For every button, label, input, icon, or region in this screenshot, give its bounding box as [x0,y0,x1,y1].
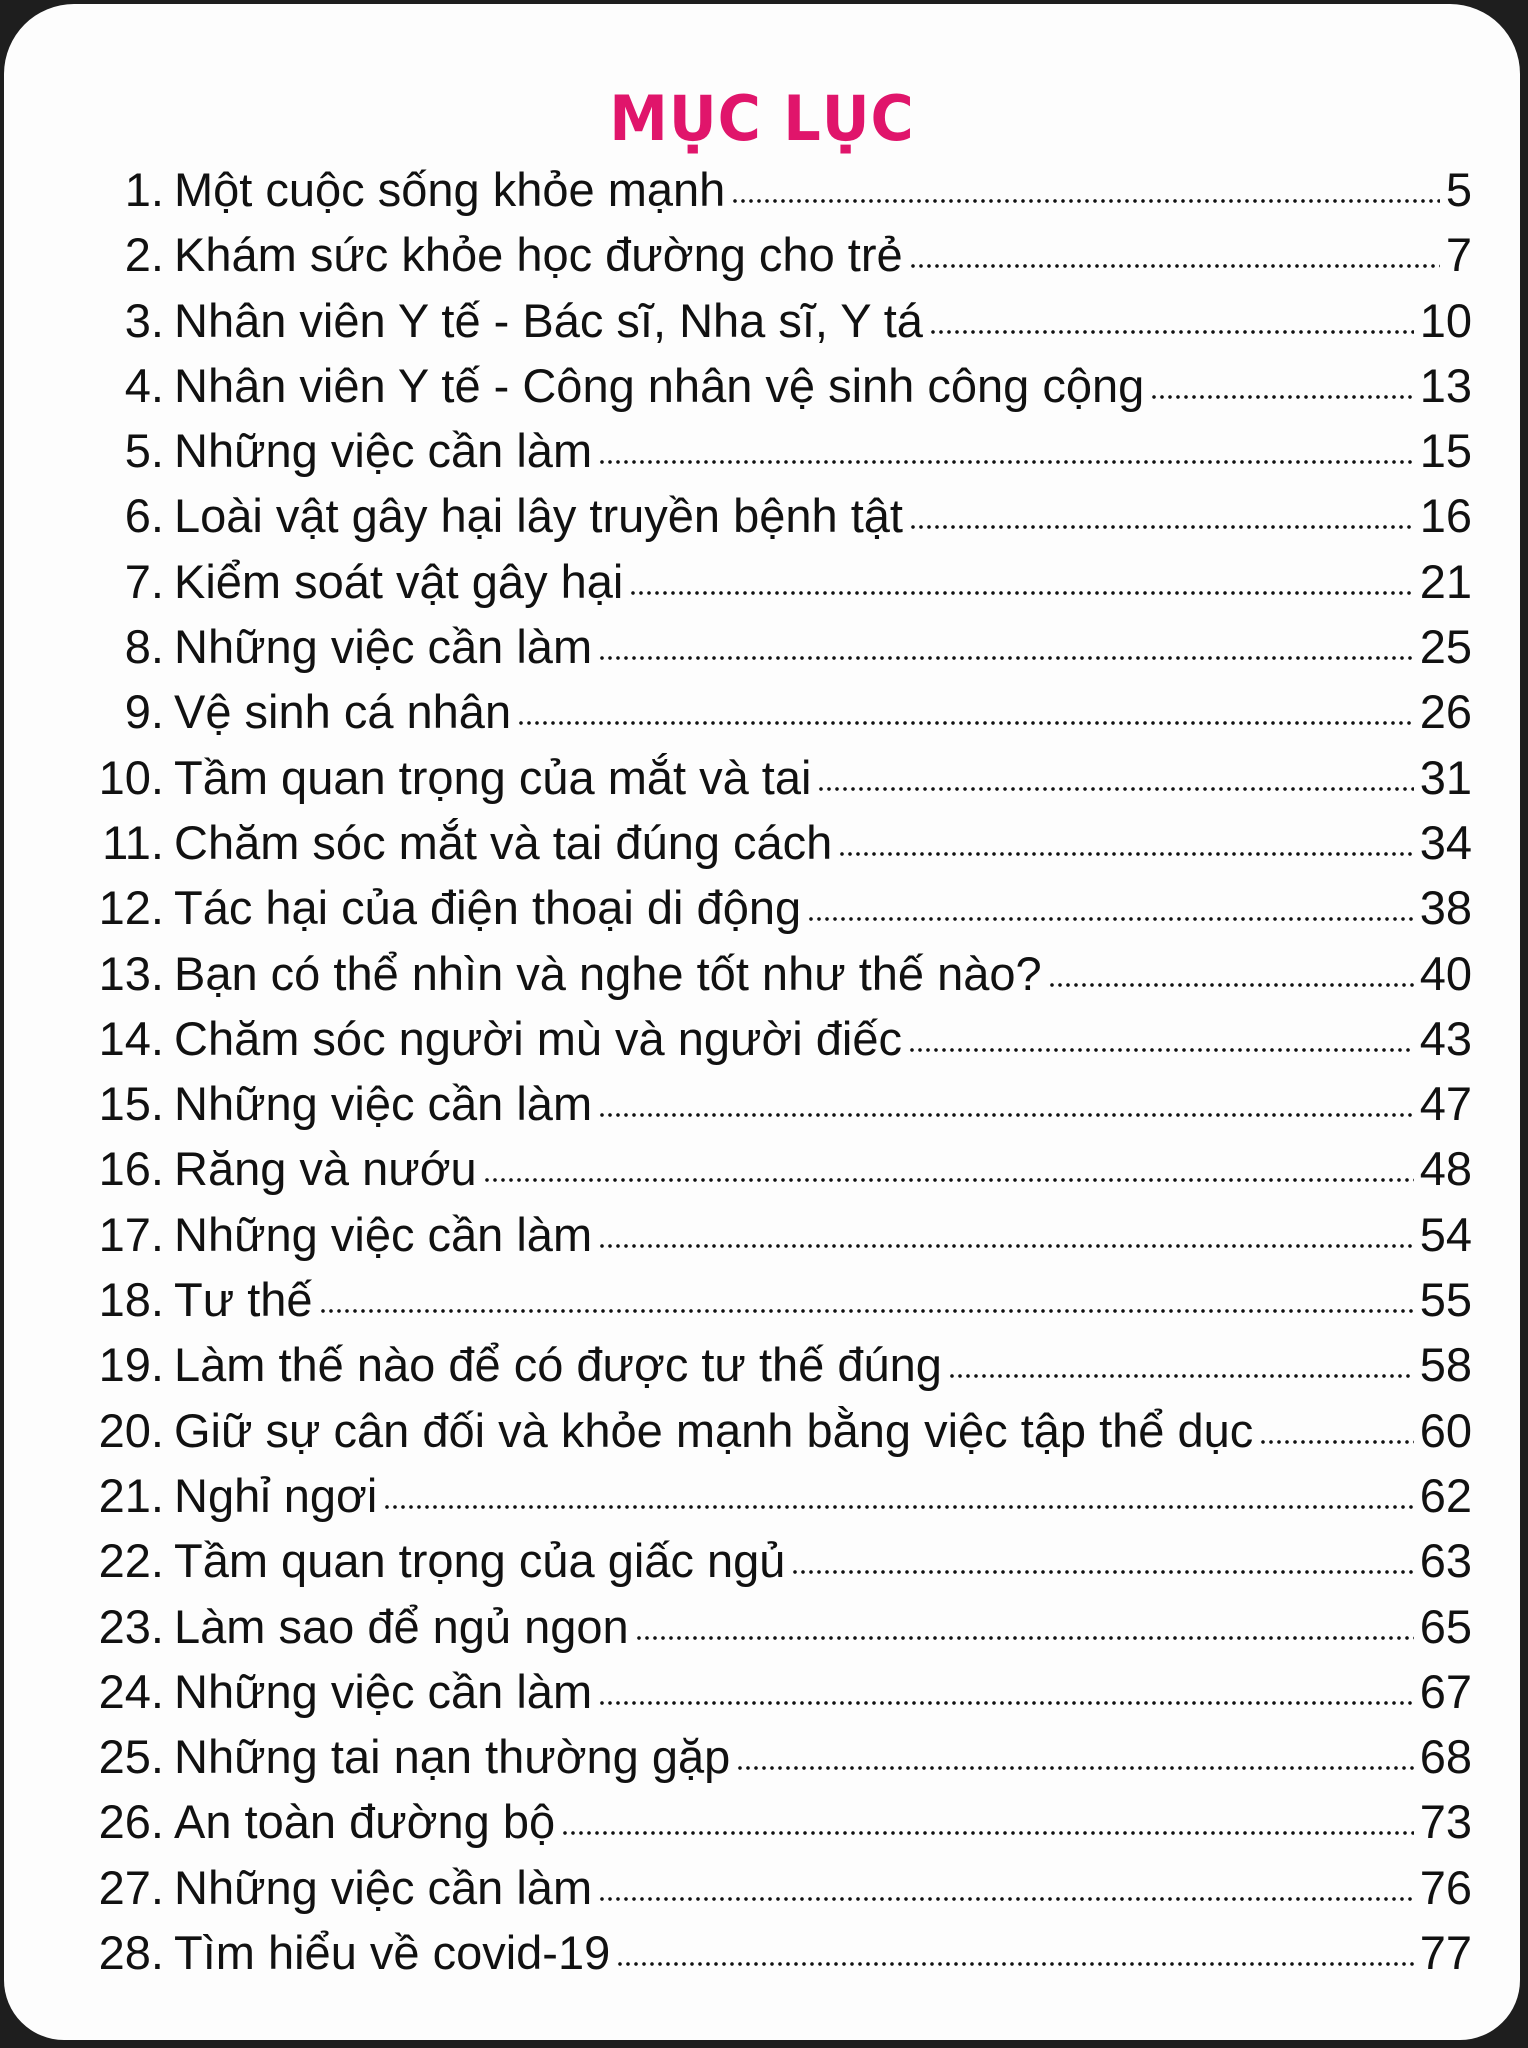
entry-number: 20. [98,1403,164,1457]
entry-title: Khám sức khỏe học đường cho trẻ [174,228,903,282]
entry-page-number: 48 [1419,1142,1472,1196]
entry-title: Loài vật gây hại lây truyền bệnh tật [174,489,903,543]
toc-entry [84,423,1472,488]
toc-entry [84,946,1472,1011]
entry-number: 5. [124,424,164,478]
dot-leader [838,851,1413,857]
entry-title: An toàn đường bộ [174,1795,556,1849]
dot-leader [736,1765,1413,1771]
toc-entry [84,1860,1472,1925]
dot-leader [635,1635,1414,1641]
dot-leader [1150,394,1413,400]
toc-entry [84,358,1472,423]
toc-entry [84,750,1472,815]
entry-number: 21. [98,1468,164,1522]
toc-entry [84,1925,1472,1990]
entry-number: 12. [98,881,164,935]
dot-leader [598,1896,1414,1902]
entry-title: Làm sao để ngủ ngon [174,1599,629,1653]
toc-entry [84,1141,1472,1206]
dot-leader [598,1243,1414,1249]
dot-leader [598,1700,1414,1706]
entry-page-number: 13 [1419,358,1472,412]
entry-number: 2. [124,228,164,282]
entry-page-number: 73 [1419,1795,1472,1849]
entry-title: Tư thế [174,1273,313,1327]
entry-title: Những việc cần làm [174,620,593,674]
entry-number: 25. [98,1730,164,1784]
entry-number: 3. [124,293,164,347]
dot-leader [598,459,1414,465]
toc-entry [84,554,1472,619]
dot-leader [791,1569,1413,1575]
dot-leader [598,1112,1414,1118]
entry-number: 4. [124,358,164,412]
entry-page-number: 47 [1419,1077,1472,1131]
entry-page-number: 5 [1445,163,1472,216]
entry-page-number: 76 [1419,1860,1472,1914]
dot-leader [1259,1439,1413,1445]
entry-number: 6. [124,489,164,543]
entry-title: Nghỉ ngơi [174,1468,378,1522]
entry-page-number: 15 [1419,424,1472,478]
toc-entry [84,227,1472,292]
dot-leader [929,329,1414,335]
entry-number: 26. [98,1795,164,1849]
toc-entry [84,1011,1472,1076]
entry-page-number: 21 [1419,554,1472,608]
toc-entry [84,1207,1472,1272]
entry-page-number: 58 [1419,1338,1472,1392]
toc-entry [84,1794,1472,1859]
entry-title: Những tai nạn thường gặp [174,1730,731,1784]
entry-page-number: 68 [1419,1730,1472,1784]
entry-title: Nhân viên Y tế - Công nhân vệ sinh công cộng [174,358,1145,412]
entry-title: Tầm quan trọng của mắt và tai [174,750,812,804]
dot-leader [807,916,1414,922]
entry-number: 24. [98,1664,164,1718]
dot-leader [909,524,1414,530]
entry-page-number: 62 [1419,1468,1472,1522]
entry-page-number: 10 [1419,293,1472,347]
entry-title: Chăm sóc người mù và người điếc [174,1011,903,1065]
dot-leader [517,720,1414,726]
entry-title: Những việc cần làm [174,1207,593,1261]
toc-entry [84,1664,1472,1729]
entry-page-number: 54 [1419,1207,1472,1261]
page-title: MỤC LỤC [609,82,915,155]
entry-page-number: 31 [1419,750,1472,804]
entry-page-number: 40 [1419,946,1472,1000]
dot-leader [383,1504,1413,1510]
entry-title: Những việc cần làm [174,1077,593,1131]
dot-leader [817,786,1413,792]
entry-page-number: 34 [1419,815,1472,869]
entry-title: Nhân viên Y tế - Bác sĩ, Nha sĩ, Y tá [174,293,923,347]
entry-page-number: 63 [1419,1534,1472,1588]
dot-leader [616,1961,1413,1967]
entry-page-number: 26 [1419,685,1472,739]
entry-page-number: 77 [1419,1926,1472,1980]
toc-entry [84,815,1472,880]
dot-leader [483,1177,1414,1183]
toc-entry [84,1533,1472,1598]
toc-entry [84,1337,1472,1402]
toc-entry [84,684,1472,749]
entry-number: 11. [102,815,164,869]
entry-number: 16. [98,1142,164,1196]
entry-number: 15. [98,1077,164,1131]
toc-entry [84,1729,1472,1794]
toc-entry [84,619,1472,684]
toc-entry [84,1272,1472,1337]
entry-page-number: 60 [1419,1403,1472,1457]
entry-title: Vệ sinh cá nhân [174,685,512,739]
entry-number: 9. [124,685,164,739]
toc-entry [84,293,1472,358]
dot-leader [598,655,1414,661]
entry-page-number: 43 [1419,1011,1472,1065]
dot-leader [629,590,1413,596]
entry-page-number: 16 [1419,489,1472,543]
dot-leader [319,1308,1414,1314]
entry-title: Một cuộc sống khỏe mạnh [174,163,726,216]
entry-title: Kiểm soát vật gây hại [174,554,624,608]
entry-page-number: 38 [1419,881,1472,935]
entry-number: 7. [124,554,164,608]
toc-entry [84,1468,1472,1533]
entry-number: 17. [98,1207,164,1261]
entry-page-number: 55 [1419,1273,1472,1327]
entry-title: Làm thế nào để có được tư thế đúng [174,1338,942,1392]
dot-leader [731,198,1440,204]
entry-number: 1. [124,163,164,216]
entry-title: Tầm quan trọng của giấc ngủ [174,1534,786,1588]
entry-page-number: 67 [1419,1664,1472,1718]
entry-page-number: 7 [1445,228,1472,282]
toc-entry [84,880,1472,945]
entry-title: Chăm sóc mắt và tai đúng cách [174,815,833,869]
toc-entry [84,1599,1472,1664]
dot-leader [561,1830,1414,1836]
entry-title: Tác hại của điện thoại di động [174,881,802,935]
entry-number: 22. [98,1534,164,1588]
entry-title: Những việc cần làm [174,424,593,478]
entry-number: 14. [98,1011,164,1065]
entry-number: 27. [98,1860,164,1914]
toc-entry [84,488,1472,553]
entry-number: 28. [98,1926,164,1980]
toc-entry [84,1076,1472,1141]
entry-number: 13. [98,946,164,1000]
entry-title: Những việc cần làm [174,1860,593,1914]
entry-page-number: 65 [1419,1599,1472,1653]
toc-entry [84,162,1472,227]
entry-number: 10. [98,750,164,804]
entry-title: Bạn có thể nhìn và nghe tốt như thế nào? [174,946,1042,1000]
entry-number: 8. [124,620,164,674]
entry-number: 18. [98,1273,164,1327]
entry-title: Răng và nướu [174,1142,477,1196]
entry-page-number: 25 [1419,620,1472,674]
entry-number: 23. [98,1599,164,1653]
entry-title: Tìm hiểu về covid-19 [174,1926,611,1980]
book-page [4,4,1520,2040]
dot-leader [1048,982,1414,988]
dot-leader [909,263,1440,269]
toc-entry [84,1403,1472,1468]
dot-leader [908,1047,1414,1053]
entry-title: Những việc cần làm [174,1664,593,1718]
entry-number: 19. [98,1338,164,1392]
dot-leader [948,1373,1414,1379]
entry-title: Giữ sự cân đối và khỏe mạnh bằng việc tập thể dục [174,1403,1254,1457]
table-of-contents [84,162,1472,1990]
